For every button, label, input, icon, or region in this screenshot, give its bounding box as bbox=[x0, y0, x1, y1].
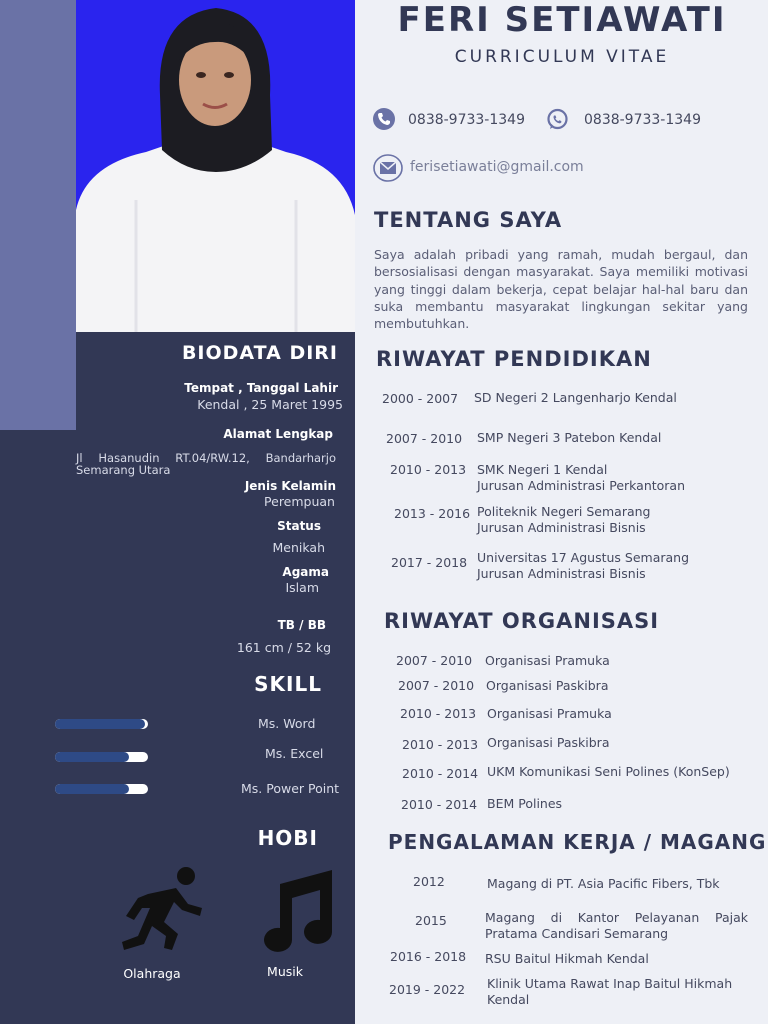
religion-value: Islam bbox=[285, 580, 319, 595]
gender-value: Perempuan bbox=[264, 494, 335, 509]
organization-years: 2010 - 2013 bbox=[400, 706, 477, 721]
experience-years: 2019 - 2022 bbox=[389, 982, 466, 997]
experience-name: Klinik Utama Rawat Inap Baitul Hikmah Kendal bbox=[487, 976, 733, 1007]
running-icon bbox=[118, 864, 208, 954]
experience-title: PENGALAMAN KERJA / MAGANG bbox=[388, 830, 767, 854]
experience-years: 2016 - 2018 bbox=[390, 949, 467, 964]
whatsapp-icon bbox=[546, 108, 569, 131]
status-label: Status bbox=[277, 519, 321, 533]
hobby-title: HOBI bbox=[257, 826, 318, 850]
status-value: Menikah bbox=[272, 540, 325, 555]
email-icon bbox=[373, 154, 403, 182]
education-school: SMK Negeri 1 Kendal bbox=[477, 462, 608, 477]
gender-label: Jenis Kelamin bbox=[244, 479, 336, 493]
organization-years: 2010 - 2013 bbox=[402, 737, 479, 752]
birth-label: Tempat , Tanggal Lahir bbox=[184, 381, 338, 395]
music-note-icon bbox=[258, 866, 336, 954]
address-value: Jl Hasanudin RT.04/RW.12, Bandarharjo Semarang Utara bbox=[76, 451, 336, 477]
phone-number: 0838-9733-1349 bbox=[408, 112, 525, 128]
hobby-label-sport: Olahraga bbox=[123, 966, 181, 981]
about-title: TENTANG SAYA bbox=[374, 208, 563, 232]
tbbb-value: 161 cm / 52 kg bbox=[236, 640, 331, 655]
education-years: 2010 - 2013 bbox=[390, 462, 467, 477]
skill-bar-excel-fill bbox=[55, 752, 129, 762]
education-years: 2013 - 2016 bbox=[394, 506, 471, 521]
education-school: SMP Negeri 3 Patebon Kendal bbox=[477, 430, 662, 445]
email-address: ferisetiawati@gmail.com bbox=[410, 159, 584, 175]
skill-name-word: Ms. Word bbox=[258, 716, 316, 731]
education-major: Jurusan Administrasi Bisnis bbox=[477, 566, 646, 581]
education-major: Jurusan Administrasi Bisnis bbox=[477, 520, 646, 535]
education-school: Universitas 17 Agustus Semarang bbox=[477, 550, 690, 565]
skill-bar-word bbox=[55, 719, 148, 729]
person-name: FERI SETIAWATI bbox=[397, 0, 727, 40]
organization-years: 2010 - 2014 bbox=[401, 797, 478, 812]
profile-photo bbox=[76, 0, 355, 332]
education-major: Jurusan Administrasi Perkantoran bbox=[477, 478, 686, 493]
organization-years: 2010 - 2014 bbox=[402, 766, 479, 781]
experience-name: Magang di Kantor Pelayanan Pajak Pratama Candisari Semarang bbox=[485, 910, 748, 941]
whatsapp-number: 0838-9733-1349 bbox=[584, 112, 701, 128]
skill-bar-excel bbox=[55, 752, 148, 762]
skill-title: SKILL bbox=[254, 672, 322, 696]
profile-photo-illustration bbox=[76, 0, 355, 332]
organization-name: Organisasi Pramuka bbox=[487, 706, 612, 721]
education-years: 2007 - 2010 bbox=[386, 431, 463, 446]
skill-bar-powerpoint bbox=[55, 784, 148, 794]
experience-years: 2012 bbox=[413, 874, 445, 889]
education-years: 2017 - 2018 bbox=[391, 555, 468, 570]
address-label: Alamat Lengkap bbox=[223, 427, 333, 441]
skill-bar-powerpoint-fill bbox=[55, 784, 129, 794]
hobby-label-music: Musik bbox=[267, 964, 303, 979]
phone-icon bbox=[373, 108, 395, 130]
skill-name-excel: Ms. Excel bbox=[265, 746, 324, 761]
education-school: Politeknik Negeri Semarang bbox=[477, 504, 651, 519]
tbbb-label: TB / BB bbox=[277, 618, 326, 632]
organization-title: RIWAYAT ORGANISASI bbox=[384, 609, 660, 633]
biodata-title: BIODATA DIRI bbox=[181, 342, 338, 364]
organization-years: 2007 - 2010 bbox=[396, 653, 473, 668]
about-text: Saya adalah pribadi yang ramah, mudah bergaul, dan bersosialisasi dengan masyarakat. Saya memiliki motivasi yang tinggi dalam bekerja, cepat belajar hal-hal baru dan suka membantu masyarakat lingkungan sekitar yang membutuhkan. bbox=[374, 247, 748, 332]
experience-name: Magang di PT. Asia Pacific Fibers, Tbk bbox=[487, 876, 720, 891]
organization-name: Organisasi Pramuka bbox=[485, 653, 610, 668]
experience-name: RSU Baitul Hikmah Kendal bbox=[485, 951, 649, 966]
organization-name: Organisasi Paskibra bbox=[487, 735, 610, 750]
organization-name: BEM Polines bbox=[487, 796, 563, 811]
organization-years: 2007 - 2010 bbox=[398, 678, 475, 693]
education-school: SD Negeri 2 Langenharjo Kendal bbox=[474, 390, 677, 405]
left-accent-strip bbox=[0, 0, 76, 430]
cv-subtitle: CURRICULUM VITAE bbox=[454, 47, 670, 67]
education-years: 2000 - 2007 bbox=[382, 391, 459, 406]
experience-years: 2015 bbox=[415, 913, 447, 928]
organization-name: Organisasi Paskibra bbox=[486, 678, 609, 693]
skill-bar-word-fill bbox=[55, 719, 145, 729]
education-title: RIWAYAT PENDIDIKAN bbox=[376, 347, 652, 371]
organization-name: UKM Komunikasi Seni Polines (KonSep) bbox=[487, 764, 730, 779]
birth-value: Kendal , 25 Maret 1995 bbox=[197, 397, 343, 412]
religion-label: Agama bbox=[282, 565, 329, 579]
skill-name-powerpoint: Ms. Power Point bbox=[241, 781, 340, 796]
